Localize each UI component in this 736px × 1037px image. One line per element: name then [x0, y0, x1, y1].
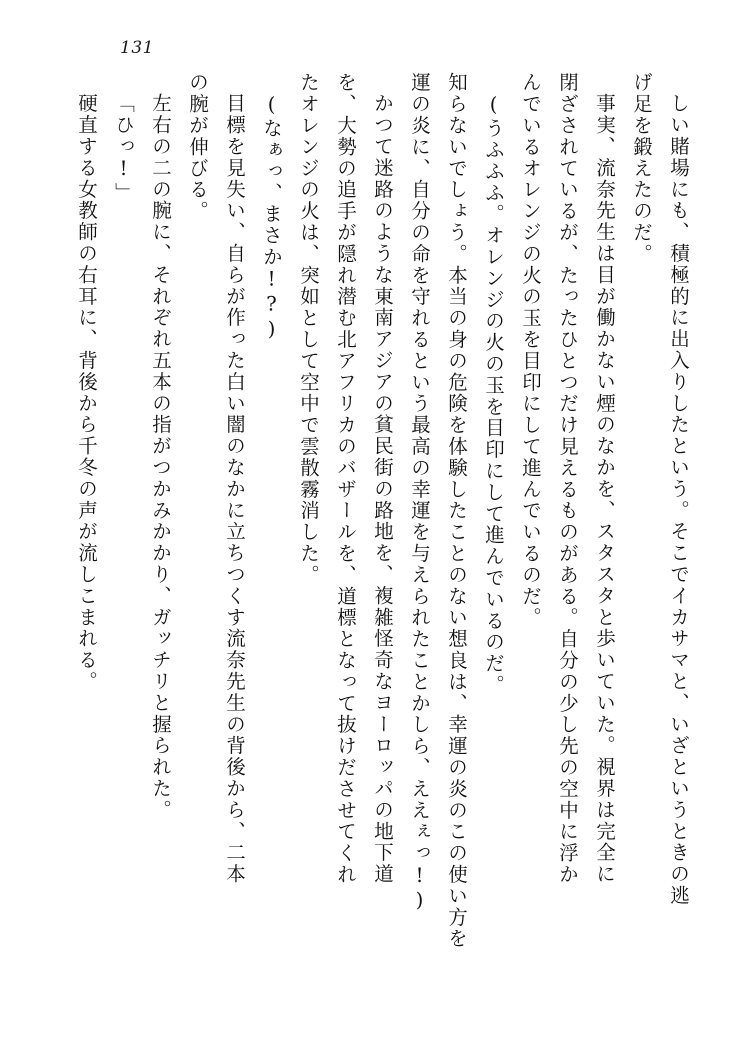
text-line: (うふふふ。オレンジの火の玉を目印にして進んでいるのだ。 — [482, 93, 505, 696]
text-line: (なぁっ、まさか!?) — [260, 93, 283, 343]
text-line: 目標を見失い、自らが作った白い闇のなかに立ちつくす流奈先生の背後から、二本 — [223, 93, 246, 885]
page-body-text — [75, 72, 690, 997]
text-line: の腕が伸びる。 — [186, 72, 209, 222]
text-line: 硬直する女教師の右耳に、背後から千冬の声が流しこまれる。 — [75, 93, 98, 693]
page-number: 131 — [120, 38, 154, 58]
text-line: げ足を鍛えたのだ。 — [630, 72, 653, 265]
text-line: しい賭場にも、積極的に出入りしたという。そこでイカサマと、いざというときの逃 — [667, 93, 690, 907]
text-line: を、大勢の追手が隠れ潜む北アフリカのバザールを、道標となって抜けださせてくれ — [334, 72, 357, 886]
text-line: 運の炎に、自分の命を守れるという最高の幸運を与えられたことかしら、ええぇっ!) — [408, 72, 431, 914]
text-line: 左右の二の腕に、それぞれ五本の指がつかみかかり、ガッチリと握られた。 — [149, 93, 172, 821]
text-line: かつて迷路のような東南アジアの貧民街の路地を、複雑怪奇なヨーロッパの地下道 — [371, 93, 394, 885]
text-line: 事実、流奈先生は目が働かない煙のなかを、スタスタと歩いていた。視界は完全に — [593, 93, 616, 885]
text-line: 知らないでしょう。本当の身の危険を体験したことのない想良は、幸運の炎のこの使い方を — [445, 72, 468, 950]
text-line: たオレンジの火は、突如として空中で雲散霧消した。 — [297, 72, 320, 586]
text-line: んでいるオレンジの火の玉を目印にして進んでいるのだ。 — [519, 72, 542, 629]
text-line: 「ひっ!」 — [112, 93, 135, 204]
text-line: 閉ざされているが、たったひとつだけ見えるものがある。自分の少し先の空中に浮か — [556, 72, 579, 886]
